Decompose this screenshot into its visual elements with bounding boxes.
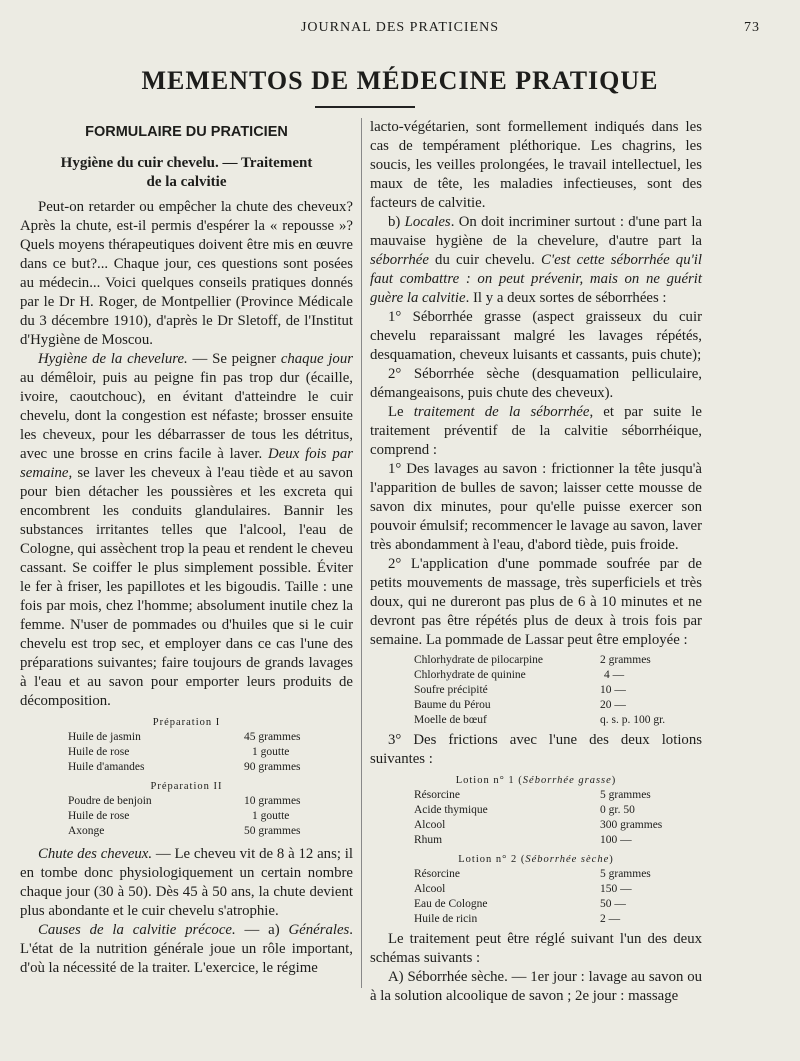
formula-row (414, 653, 665, 668)
ingredient: Huile de ricin (414, 913, 478, 925)
formula-row (414, 803, 662, 818)
section-heading: FORMULAIRE DU PRATICIEN (85, 124, 288, 140)
ingredient: Soufre précipité (414, 684, 488, 696)
text-span: au démêloir, puis au peigne fin pas trop dur (écaille, ivoire, caoutchouc), en évitant d'atteindre le cuir chevelu, dont la congestion est néfaste; brosser ensuite les cheveux, pour les débarrasser de tous les détritus, avec une brosse en crins facile à laver. (20, 370, 353, 462)
schedule-paragraph: Le traitement peut être réglé suivant l'un des deux schémas suivants : (370, 931, 702, 966)
formula-row (414, 867, 651, 882)
lotions-paragraph: 3° Des frictions avec l'une des deux lotions suivantes : (370, 732, 702, 767)
text-span: . On doit incriminer surtout : d'une part la mauvaise hygiène de la chevelure, d'autre part la (370, 214, 702, 249)
formula-row (68, 730, 301, 745)
text-em: Séborrhée sèche (525, 854, 610, 865)
text-span: — Se peigner (187, 351, 281, 367)
ingredient: Moelle de bœuf (414, 714, 487, 726)
hygiene-lead: Hygiène de la chevelure. (38, 351, 188, 367)
formula-row (414, 897, 651, 912)
quantity: 50 grammes (244, 825, 301, 837)
text-em: Générales (288, 922, 350, 938)
text-em: Locales (404, 214, 451, 230)
formula-row (68, 760, 301, 775)
left-column (20, 118, 353, 1011)
quantity: 1 goutte (252, 746, 290, 758)
article-title-line-1: Hygiène du cuir chevelu. — Traitement (60, 155, 313, 171)
text-em: Deux fois par semaine (20, 446, 353, 481)
formula-row (414, 698, 665, 713)
quantity: q. s. p. 100 gr. (600, 714, 666, 726)
title-rule (315, 106, 415, 108)
hair-loss-paragraph (20, 845, 353, 921)
local-causes-paragraph (370, 213, 702, 308)
quantity: 20 — (600, 699, 626, 711)
ingredient: Alcool (414, 883, 446, 895)
ingredient: Eau de Cologne (414, 898, 488, 910)
lotion-2-table (414, 867, 651, 927)
formula-row (68, 794, 301, 809)
quantity: 4 — (604, 669, 625, 681)
quantity: 10 — (600, 684, 626, 696)
text-em: traitement de la séborrhée (413, 404, 590, 420)
quantity: 300 grammes (600, 819, 663, 831)
text-span: ) (611, 775, 617, 786)
formula-row (414, 882, 651, 897)
ingredient: Alcool (414, 819, 446, 831)
ingredient: Huile d'amandes (68, 761, 145, 773)
washing-paragraph: 1° Des lavages au savon : frictionner la tête jusqu'à l'apparition de bulles de savon; laisser cette mousse de savon dix minutes, pour qu'elle puisse exercer son pouvoir émulsif; recommencer le lavage au savon, laver très abondamment à l'eau, d'abord tiède, puis froide. (370, 461, 702, 553)
lotion-1-table (414, 788, 662, 848)
formula-row (414, 788, 662, 803)
text-em: chaque jour (280, 351, 353, 367)
ingredient: Résorcine (414, 868, 460, 880)
ingredient: Résorcine (414, 789, 460, 801)
dry-seborrhea-paragraph: 2° Séborrhée sèche (desquamation pelliculaire, démangeaisons, puis chute des cheveux). (370, 366, 702, 401)
ingredient: Rhum (414, 834, 443, 846)
hair-loss-lead: Chute des cheveux. (38, 846, 153, 862)
formula-row (414, 818, 662, 833)
text-em: Séborrhée grasse (522, 775, 612, 786)
running-head (22, 20, 778, 40)
hygiene-paragraph (20, 350, 353, 711)
ingredient: Huile de jasmin (68, 731, 141, 743)
text-span: — a) (235, 922, 289, 938)
formula-row (414, 683, 665, 698)
ingredient: Axonge (68, 825, 105, 837)
text-span: , et par suite le traitement préventif de la calvitie séborrhéique, comprend : (370, 404, 702, 458)
formula-row (414, 833, 662, 848)
text-span: . L'état de la nutrition générale joue un rôle important, d'où la nécessité de la traiter. L'exercice, le régime (20, 922, 353, 976)
text-span: Lotion n° 2 ( (458, 854, 526, 865)
preparation-2-table (68, 794, 301, 839)
oily-seborrhea-paragraph: 1° Séborrhée grasse (aspect graisseux du cuir chevelu reparaissant malgré les lavages répétés, desquamation, cheveux luisants et cassants, puis chute); (370, 309, 702, 363)
formula-row (68, 809, 301, 824)
formula-row (68, 745, 301, 760)
text-span: . Il y a deux sortes de séborrhées : (465, 290, 667, 306)
quantity: 0 gr. 50 (600, 804, 635, 816)
lassar-ointment-table (414, 653, 665, 728)
text-span: , se laver les cheveux à l'eau tiède et au savon pour bien détacher les poussières et les excreta qui encombrent les conduits glandulaires. Bannir les substances irritantes telles que l'alcool, l'eau de Cologne, qui assèchent trop la peau et rendent le cheveu cassant. Se coiffer le plus simplement possible. Éviter le fer à friser, les papillotes et les bigoudis. Taille : une fois par mois, chez l'homme; absolument inutile chez la femme. N'user de pommades ou d'huiles que si le cuir chevelu est trop sec, et employer dans ce cas l'une des préparations suivantes; faire toujours de grands lavages à l'eau et au savon pour emporter leurs produits de décomposition. (20, 465, 353, 709)
quantity: 5 grammes (600, 868, 651, 880)
journal-name: JOURNAL DES PRATICIENS (300, 20, 500, 35)
quantity: 150 — (600, 883, 632, 895)
quantity: 2 — (600, 913, 621, 925)
text-em: séborrhée (370, 252, 429, 268)
text-span: Le (388, 404, 414, 420)
formula-row (414, 713, 665, 728)
right-column (370, 118, 702, 1011)
quantity: 100 — (600, 834, 632, 846)
formula-row (68, 824, 301, 839)
quantity: 50 — (600, 898, 626, 910)
causes-lead: Causes de la calvitie précoce. (38, 922, 236, 938)
column-divider (361, 118, 362, 988)
causes-paragraph (20, 921, 353, 978)
text-em: C'est cette séborrhée qu'il faut combattre : on peut prévenir, mais on ne guérit guère la calvitie (370, 252, 702, 306)
ingredient: Chlorhydrate de quinine (414, 669, 526, 681)
article-title (20, 154, 353, 192)
ointment-paragraph: 2° L'application d'une pommade soufrée par de petits mouvements de massage, très superficiels et très doux, qui ne dureront pas plus de 6 à 10 minutes et ne devront pas être répétés plus de deux à trois fois par semaine. La pommade de Lassar peut être employée : (370, 556, 702, 648)
text-span: ) (609, 854, 614, 865)
preparation-2-title: Préparation II (150, 781, 223, 792)
ingredient: Poudre de benjoin (68, 795, 152, 807)
ingredient: Chlorhydrate de pilocarpine (414, 654, 544, 666)
preparation-1-title: Préparation I (152, 717, 221, 728)
article-title-line-2: de la calvitie (146, 174, 227, 190)
preparation-1-table (68, 730, 301, 775)
dry-schedule-paragraph: A) Séborrhée sèche. — 1er jour : lavage au savon ou à la solution alcoolique de savon ; 2e jour : massage (370, 969, 702, 1004)
intro-paragraph: Peut-on retarder ou empêcher la chute des cheveux? Après la chute, est-il permis d'espérer la « repousse »? Quels moyens thérapeutiques doivent être mis en œuvre dans ce but?... Chaque jour, ces questions sont posées au médecin... Voici quelques conseils pratiques donnés par le Dr H. Roger, de Montpellier (Province Médicale du 3 décembre 1910), d'après le Dr Sletoff, de l'Institut d'Hygiène de Moscou. (20, 199, 353, 348)
text-span: du cuir chevelu. (428, 252, 542, 268)
ingredient: Huile de rose (68, 810, 130, 822)
ingredient: Baume du Pérou (414, 699, 491, 711)
formula-row (414, 912, 651, 927)
text-span: — Le cheveu vit de 8 à 12 ans; il en tombe donc physiologiquement un certain nombre chaque jour (30 à 50). Dès 45 à 50 ans, la chute devient plus abondante et le cuir chevelu s'atrophie. (20, 846, 353, 919)
text-span: b) (388, 214, 405, 230)
formula-row (414, 668, 665, 683)
quantity: 90 grammes (244, 761, 301, 773)
treatment-paragraph (370, 403, 702, 460)
page-title: MEMENTOS DE MÉDECINE PRATIQUE (141, 66, 659, 95)
lotion-1-title (370, 775, 702, 786)
quantity: 2 grammes (600, 654, 651, 666)
quantity: 5 grammes (600, 789, 651, 801)
lotion-2-title (370, 854, 702, 865)
ingredient: Huile de rose (68, 746, 130, 758)
quantity: 10 grammes (244, 795, 301, 807)
text-span: Lotion n° 1 ( (455, 775, 523, 786)
ingredient: Acide thymique (414, 804, 488, 816)
quantity: 1 goutte (252, 810, 290, 822)
quantity: 45 grammes (244, 731, 301, 743)
page-number: 73 (744, 20, 760, 35)
diet-paragraph: lacto-végétarien, sont formellement indiqués dans les cas de tempérament pléthorique. Les chagrins, les soucis, les veilles prolongées, le travail intellectuel, les maux de tête, les maladies infectieuses, sont des facteurs de calvitie. (370, 119, 702, 211)
